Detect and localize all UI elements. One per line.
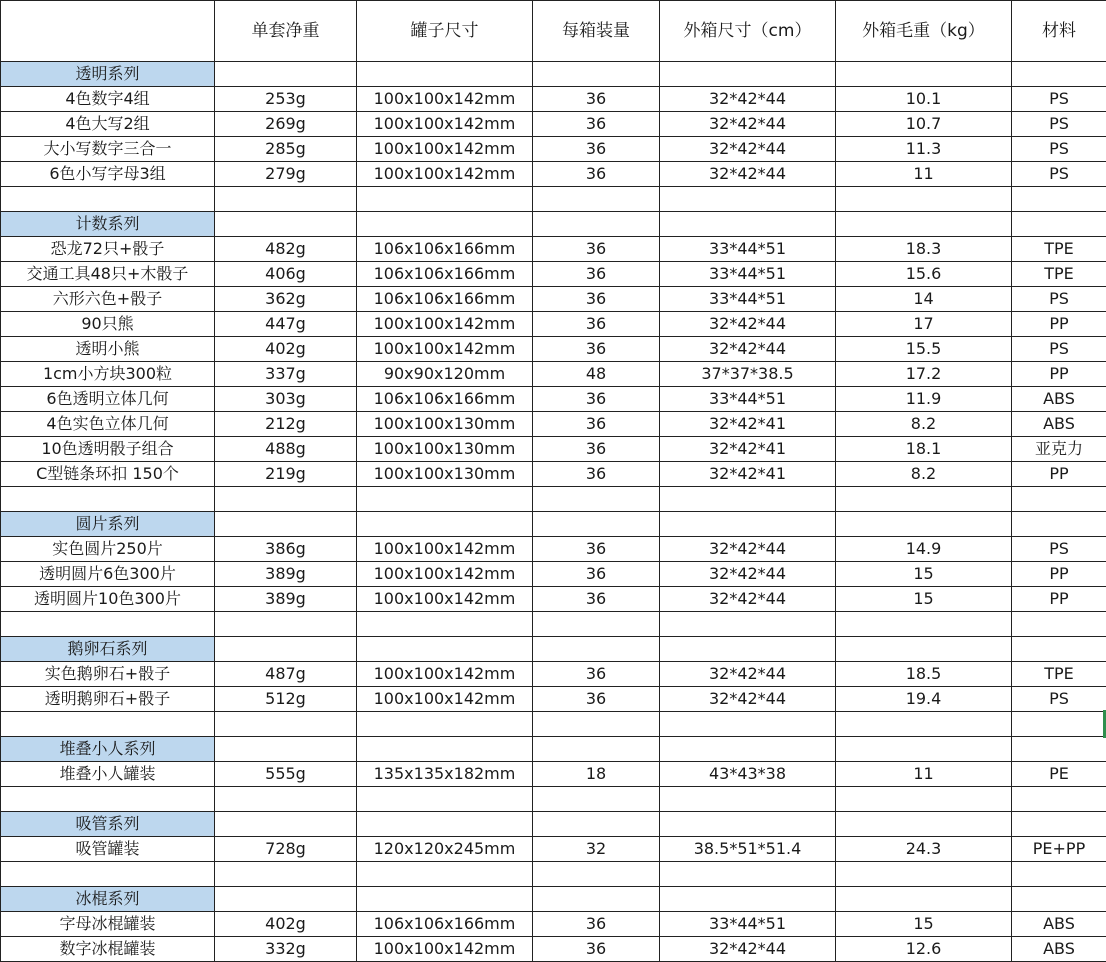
table-cell[interactable]: 33*44*51 <box>660 387 836 412</box>
table-cell[interactable] <box>215 787 357 812</box>
table-cell[interactable] <box>357 612 533 637</box>
table-cell[interactable] <box>1012 862 1106 887</box>
product-name-cell[interactable] <box>1 787 215 812</box>
table-cell[interactable]: 36 <box>533 412 660 437</box>
table-cell[interactable]: 33*44*51 <box>660 262 836 287</box>
table-cell[interactable] <box>660 187 836 212</box>
table-row <box>1 762 1106 787</box>
table-cell[interactable]: 279g <box>215 162 357 187</box>
table-cell[interactable]: PP <box>1012 562 1106 587</box>
table-row <box>1 437 1106 462</box>
category-row <box>1 212 1106 237</box>
table-cell[interactable]: 36 <box>533 287 660 312</box>
table-cell[interactable] <box>836 212 1012 237</box>
table-cell[interactable]: 32*42*44 <box>660 937 836 962</box>
table-cell[interactable] <box>660 512 836 537</box>
table-cell[interactable]: 15 <box>836 587 1012 612</box>
table-cell[interactable]: 24.3 <box>836 837 1012 862</box>
table-cell[interactable] <box>215 862 357 887</box>
product-name-cell[interactable]: 4色实色立体几何 <box>1 412 215 437</box>
product-name-cell[interactable]: 大小写数字三合一 <box>1 137 215 162</box>
table-cell[interactable]: 36 <box>533 937 660 962</box>
table-cell[interactable] <box>660 212 836 237</box>
header-cell[interactable]: 外箱毛重（kg） <box>836 1 1012 62</box>
product-name-cell[interactable]: 透明小熊 <box>1 337 215 362</box>
table-cell[interactable]: TPE <box>1012 237 1106 262</box>
table-cell[interactable]: PS <box>1012 687 1106 712</box>
table-cell[interactable] <box>215 812 357 837</box>
table-cell[interactable] <box>1012 787 1106 812</box>
product-name-cell[interactable]: 恐龙72只+骰子 <box>1 237 215 262</box>
table-cell[interactable]: 100x100x142mm <box>357 662 533 687</box>
table-cell[interactable] <box>533 887 660 912</box>
table-cell[interactable]: 36 <box>533 437 660 462</box>
table-cell[interactable]: 512g <box>215 687 357 712</box>
table-cell[interactable]: 303g <box>215 387 357 412</box>
table-cell[interactable] <box>836 512 1012 537</box>
table-cell[interactable]: ABS <box>1012 412 1106 437</box>
table-cell[interactable]: 32*42*41 <box>660 412 836 437</box>
table-cell[interactable]: 36 <box>533 537 660 562</box>
category-label-cell[interactable]: 冰棍系列 <box>1 887 215 912</box>
table-cell[interactable]: 11 <box>836 762 1012 787</box>
table-row <box>1 412 1106 437</box>
table-cell[interactable]: 15.6 <box>836 262 1012 287</box>
table-row <box>1 687 1106 712</box>
table-cell[interactable] <box>1012 637 1106 662</box>
table-cell[interactable]: PS <box>1012 162 1106 187</box>
table-cell[interactable] <box>1012 737 1106 762</box>
product-name-cell[interactable]: 4色大写2组 <box>1 112 215 137</box>
table-cell[interactable] <box>357 512 533 537</box>
table-cell[interactable]: 17 <box>836 312 1012 337</box>
table-cell[interactable] <box>357 62 533 87</box>
table-cell[interactable]: 32*42*41 <box>660 462 836 487</box>
table-cell[interactable] <box>215 887 357 912</box>
product-name-cell[interactable]: 六形六色+骰子 <box>1 287 215 312</box>
table-cell[interactable]: 447g <box>215 312 357 337</box>
table-cell[interactable]: 482g <box>215 237 357 262</box>
product-name-cell[interactable]: 透明鹅卵石+骰子 <box>1 687 215 712</box>
table-row <box>1 912 1106 937</box>
table-cell[interactable]: 36 <box>533 87 660 112</box>
table-cell[interactable]: 36 <box>533 262 660 287</box>
header-cell[interactable]: 罐子尺寸 <box>357 1 533 62</box>
table-row <box>1 562 1106 587</box>
product-name-cell[interactable] <box>1 487 215 512</box>
category-label-cell[interactable]: 吸管系列 <box>1 812 215 837</box>
table-row <box>1 537 1106 562</box>
header-cell[interactable] <box>1 1 215 62</box>
category-row <box>1 737 1106 762</box>
table-cell[interactable] <box>533 637 660 662</box>
table-cell[interactable] <box>533 737 660 762</box>
table-cell[interactable] <box>836 862 1012 887</box>
table-cell[interactable] <box>533 712 660 737</box>
table-row <box>1 387 1106 412</box>
table-cell[interactable] <box>1012 212 1106 237</box>
table-cell[interactable] <box>533 512 660 537</box>
table-cell[interactable]: 15.5 <box>836 337 1012 362</box>
product-name-cell[interactable]: 交通工具48只+木骰子 <box>1 262 215 287</box>
table-cell[interactable]: 389g <box>215 562 357 587</box>
product-name-cell[interactable]: 90只熊 <box>1 312 215 337</box>
table-cell[interactable] <box>357 862 533 887</box>
table-cell[interactable] <box>215 187 357 212</box>
table-cell[interactable]: 32*42*44 <box>660 312 836 337</box>
product-name-cell[interactable]: 实色鹅卵石+骰子 <box>1 662 215 687</box>
table-cell[interactable]: 100x100x142mm <box>357 937 533 962</box>
table-cell[interactable]: 106x106x166mm <box>357 262 533 287</box>
table-cell[interactable]: 43*43*38 <box>660 762 836 787</box>
table-cell[interactable] <box>1012 612 1106 637</box>
table-cell[interactable]: 120x120x245mm <box>357 837 533 862</box>
table-cell[interactable]: 12.6 <box>836 937 1012 962</box>
table-cell[interactable]: 406g <box>215 262 357 287</box>
table-cell[interactable]: 135x135x182mm <box>357 762 533 787</box>
table-cell[interactable] <box>660 637 836 662</box>
table-cell[interactable]: 32*42*44 <box>660 662 836 687</box>
table-cell[interactable]: PP <box>1012 462 1106 487</box>
table-cell[interactable]: 15 <box>836 912 1012 937</box>
table-cell[interactable] <box>357 212 533 237</box>
table-cell[interactable]: 32*42*41 <box>660 437 836 462</box>
table-cell[interactable] <box>836 637 1012 662</box>
product-name-cell[interactable] <box>1 862 215 887</box>
table-cell[interactable]: 11.9 <box>836 387 1012 412</box>
table-cell[interactable]: 100x100x142mm <box>357 312 533 337</box>
table-cell[interactable]: 488g <box>215 437 357 462</box>
product-name-cell[interactable]: 堆叠小人罐装 <box>1 762 215 787</box>
table-cell[interactable] <box>836 62 1012 87</box>
table-cell[interactable] <box>1012 62 1106 87</box>
blank-row <box>1 787 1106 812</box>
table-cell[interactable]: 100x100x142mm <box>357 687 533 712</box>
table-row <box>1 87 1106 112</box>
table-cell[interactable] <box>1012 512 1106 537</box>
table-cell[interactable]: 32*42*44 <box>660 537 836 562</box>
table-cell[interactable]: 36 <box>533 162 660 187</box>
table-cell[interactable]: PP <box>1012 312 1106 337</box>
table-cell[interactable]: 32*42*44 <box>660 112 836 137</box>
table-cell[interactable]: 33*44*51 <box>660 287 836 312</box>
table-cell[interactable] <box>1012 712 1106 737</box>
table-row <box>1 937 1106 962</box>
table-row <box>1 112 1106 137</box>
product-name-cell[interactable]: 实色圆片250片 <box>1 537 215 562</box>
blank-row <box>1 712 1106 737</box>
product-name-cell[interactable]: 透明圆片6色300片 <box>1 562 215 587</box>
table-cell[interactable] <box>660 862 836 887</box>
table-cell[interactable]: 106x106x166mm <box>357 287 533 312</box>
table-cell[interactable] <box>533 862 660 887</box>
table-cell[interactable]: 36 <box>533 337 660 362</box>
table-row <box>1 587 1106 612</box>
category-row <box>1 887 1106 912</box>
table-cell[interactable]: 362g <box>215 287 357 312</box>
category-label-cell[interactable]: 鹅卵石系列 <box>1 637 215 662</box>
table-cell[interactable] <box>215 487 357 512</box>
header-cell[interactable]: 每箱装量 <box>533 1 660 62</box>
table-cell[interactable] <box>836 187 1012 212</box>
table-cell[interactable]: 402g <box>215 912 357 937</box>
table-cell[interactable]: 386g <box>215 537 357 562</box>
table-cell[interactable]: 389g <box>215 587 357 612</box>
table-row <box>1 237 1106 262</box>
table-cell[interactable]: 106x106x166mm <box>357 387 533 412</box>
table-cell[interactable]: 106x106x166mm <box>357 912 533 937</box>
product-name-cell[interactable]: 10色透明骰子组合 <box>1 437 215 462</box>
table-cell[interactable] <box>215 637 357 662</box>
table-cell[interactable] <box>660 787 836 812</box>
product-name-cell[interactable] <box>1 712 215 737</box>
table-cell[interactable] <box>836 737 1012 762</box>
table-cell[interactable]: 11.3 <box>836 137 1012 162</box>
product-name-cell[interactable]: 字母冰棍罐装 <box>1 912 215 937</box>
table-cell[interactable]: 100x100x142mm <box>357 162 533 187</box>
table-cell[interactable]: 269g <box>215 112 357 137</box>
table-cell[interactable]: 18.1 <box>836 437 1012 462</box>
table-cell[interactable] <box>1012 887 1106 912</box>
table-cell[interactable]: 100x100x142mm <box>357 337 533 362</box>
table-cell[interactable] <box>660 737 836 762</box>
table-cell[interactable]: 100x100x142mm <box>357 137 533 162</box>
product-name-cell[interactable]: 6色小写字母3组 <box>1 162 215 187</box>
table-cell[interactable]: 14 <box>836 287 1012 312</box>
table-cell[interactable] <box>357 787 533 812</box>
table-row <box>1 287 1106 312</box>
table-cell[interactable]: PS <box>1012 87 1106 112</box>
table-cell[interactable] <box>660 887 836 912</box>
table-cell[interactable] <box>836 812 1012 837</box>
table-cell[interactable] <box>660 812 836 837</box>
table-cell[interactable]: 11 <box>836 162 1012 187</box>
table-cell[interactable]: 38.5*51*51.4 <box>660 837 836 862</box>
table-cell[interactable] <box>215 512 357 537</box>
table-cell[interactable]: 36 <box>533 112 660 137</box>
table-cell[interactable]: 728g <box>215 837 357 862</box>
table-cell[interactable]: 100x100x142mm <box>357 562 533 587</box>
product-name-cell[interactable]: 4色数字4组 <box>1 87 215 112</box>
table-row <box>1 362 1106 387</box>
table-cell[interactable]: 36 <box>533 387 660 412</box>
table-cell[interactable] <box>1012 187 1106 212</box>
table-cell[interactable]: 32*42*44 <box>660 137 836 162</box>
table-cell[interactable]: TPE <box>1012 662 1106 687</box>
table-cell[interactable] <box>1012 487 1106 512</box>
product-name-cell[interactable]: 1cm小方块300粒 <box>1 362 215 387</box>
table-cell[interactable] <box>836 787 1012 812</box>
table-cell[interactable]: 285g <box>215 137 357 162</box>
table-cell[interactable] <box>836 712 1012 737</box>
table-cell[interactable]: 402g <box>215 337 357 362</box>
table-cell[interactable] <box>533 62 660 87</box>
table-cell[interactable]: 18.3 <box>836 237 1012 262</box>
table-cell[interactable] <box>533 812 660 837</box>
table-cell[interactable]: 32*42*44 <box>660 337 836 362</box>
table-cell[interactable]: TPE <box>1012 262 1106 287</box>
category-label-cell[interactable]: 透明系列 <box>1 62 215 87</box>
table-cell[interactable] <box>660 612 836 637</box>
product-name-cell[interactable]: C型链条环扣 150个 <box>1 462 215 487</box>
table-cell[interactable]: PE <box>1012 762 1106 787</box>
table-cell[interactable] <box>836 487 1012 512</box>
category-row <box>1 637 1106 662</box>
table-cell[interactable]: PS <box>1012 112 1106 137</box>
table-cell[interactable]: 32*42*44 <box>660 87 836 112</box>
table-row <box>1 662 1106 687</box>
table-cell[interactable]: 36 <box>533 312 660 337</box>
category-label-cell[interactable]: 圆片系列 <box>1 512 215 537</box>
table-cell[interactable]: 100x100x130mm <box>357 412 533 437</box>
table-cell[interactable]: 19.4 <box>836 687 1012 712</box>
table-cell[interactable]: PS <box>1012 537 1106 562</box>
product-name-cell[interactable] <box>1 612 215 637</box>
table-cell[interactable]: 亚克力 <box>1012 437 1106 462</box>
table-cell[interactable] <box>215 212 357 237</box>
table-cell[interactable]: 36 <box>533 137 660 162</box>
table-cell[interactable]: 36 <box>533 562 660 587</box>
table-cell[interactable]: 10.1 <box>836 87 1012 112</box>
table-cell[interactable] <box>1012 812 1106 837</box>
table-cell[interactable]: 18 <box>533 762 660 787</box>
category-row <box>1 512 1106 537</box>
table-cell[interactable] <box>215 62 357 87</box>
table-cell[interactable]: 33*44*51 <box>660 237 836 262</box>
table-cell[interactable]: 8.2 <box>836 412 1012 437</box>
table-cell[interactable]: 36 <box>533 662 660 687</box>
table-cell[interactable]: 253g <box>215 87 357 112</box>
table-cell[interactable] <box>660 487 836 512</box>
table-cell[interactable] <box>357 187 533 212</box>
table-cell[interactable]: 487g <box>215 662 357 687</box>
table-row <box>1 462 1106 487</box>
table-cell[interactable]: 36 <box>533 237 660 262</box>
table-cell[interactable]: 32*42*44 <box>660 562 836 587</box>
header-row <box>1 1 1106 62</box>
table-cell[interactable]: 32 <box>533 837 660 862</box>
category-row <box>1 62 1106 87</box>
table-cell[interactable]: PS <box>1012 287 1106 312</box>
table-row <box>1 337 1106 362</box>
table-cell[interactable] <box>357 487 533 512</box>
table-cell[interactable]: 36 <box>533 587 660 612</box>
table-row <box>1 162 1106 187</box>
table-cell[interactable]: PS <box>1012 337 1106 362</box>
table-cell[interactable]: 32*42*44 <box>660 687 836 712</box>
table-cell[interactable] <box>215 612 357 637</box>
category-label-cell[interactable]: 堆叠小人系列 <box>1 737 215 762</box>
blank-row <box>1 187 1106 212</box>
table-cell[interactable]: 100x100x142mm <box>357 112 533 137</box>
table-cell[interactable]: PE+PP <box>1012 837 1106 862</box>
table-cell[interactable]: 32*42*44 <box>660 587 836 612</box>
product-name-cell[interactable]: 吸管罐装 <box>1 837 215 862</box>
table-cell[interactable] <box>660 62 836 87</box>
table-cell[interactable]: 337g <box>215 362 357 387</box>
table-cell[interactable]: 555g <box>215 762 357 787</box>
table-cell[interactable]: 10.7 <box>836 112 1012 137</box>
table-cell[interactable] <box>533 612 660 637</box>
table-cell[interactable]: 33*44*51 <box>660 912 836 937</box>
table-cell[interactable]: 219g <box>215 462 357 487</box>
table-cell[interactable]: PS <box>1012 137 1106 162</box>
blank-row <box>1 862 1106 887</box>
table-cell[interactable]: 17.2 <box>836 362 1012 387</box>
header-cell[interactable]: 外箱尺寸（cm） <box>660 1 836 62</box>
table-cell[interactable]: ABS <box>1012 387 1106 412</box>
table-cell[interactable]: 36 <box>533 462 660 487</box>
table-cell[interactable] <box>357 712 533 737</box>
product-name-cell[interactable]: 6色透明立体几何 <box>1 387 215 412</box>
table-row <box>1 262 1106 287</box>
header-cell[interactable]: 材料 <box>1012 1 1106 62</box>
table-cell[interactable]: 32*42*44 <box>660 162 836 187</box>
category-label-cell[interactable]: 计数系列 <box>1 212 215 237</box>
table-cell[interactable]: ABS <box>1012 937 1106 962</box>
table-cell[interactable]: 15 <box>836 562 1012 587</box>
table-cell[interactable]: 18.5 <box>836 662 1012 687</box>
table-cell[interactable]: 100x100x142mm <box>357 87 533 112</box>
table-cell[interactable]: 90x90x120mm <box>357 362 533 387</box>
table-cell[interactable]: PP <box>1012 587 1106 612</box>
product-name-cell[interactable] <box>1 187 215 212</box>
blank-row <box>1 487 1106 512</box>
table-cell[interactable] <box>660 712 836 737</box>
table-cell[interactable]: 8.2 <box>836 462 1012 487</box>
product-name-cell[interactable]: 数字冰棍罐装 <box>1 937 215 962</box>
table-cell[interactable] <box>533 212 660 237</box>
table-cell[interactable]: 100x100x142mm <box>357 537 533 562</box>
table-cell[interactable] <box>357 812 533 837</box>
table-cell[interactable] <box>533 487 660 512</box>
table-cell[interactable]: 100x100x130mm <box>357 437 533 462</box>
table-cell[interactable] <box>533 787 660 812</box>
table-cell[interactable]: 212g <box>215 412 357 437</box>
table-cell[interactable]: 332g <box>215 937 357 962</box>
table-cell[interactable] <box>357 637 533 662</box>
table-cell[interactable] <box>357 887 533 912</box>
category-row <box>1 812 1106 837</box>
table-cell[interactable]: 36 <box>533 687 660 712</box>
table-cell[interactable] <box>215 712 357 737</box>
table-cell[interactable] <box>836 887 1012 912</box>
table-cell[interactable] <box>836 612 1012 637</box>
table-row <box>1 837 1106 862</box>
table-cell[interactable]: 106x106x166mm <box>357 237 533 262</box>
blank-row <box>1 612 1106 637</box>
table-cell[interactable] <box>215 737 357 762</box>
table-cell[interactable] <box>533 187 660 212</box>
table-cell[interactable]: 36 <box>533 912 660 937</box>
table-cell[interactable]: 48 <box>533 362 660 387</box>
table-cell[interactable]: 100x100x142mm <box>357 587 533 612</box>
table-row <box>1 312 1106 337</box>
product-name-cell[interactable]: 透明圆片10色300片 <box>1 587 215 612</box>
table-row <box>1 137 1106 162</box>
header-cell[interactable]: 单套净重 <box>215 1 357 62</box>
table-cell[interactable]: ABS <box>1012 912 1106 937</box>
table-cell[interactable]: 14.9 <box>836 537 1012 562</box>
table-cell[interactable]: 100x100x130mm <box>357 462 533 487</box>
table-cell[interactable]: 37*37*38.5 <box>660 362 836 387</box>
table-cell[interactable] <box>357 737 533 762</box>
table-cell[interactable]: PP <box>1012 362 1106 387</box>
